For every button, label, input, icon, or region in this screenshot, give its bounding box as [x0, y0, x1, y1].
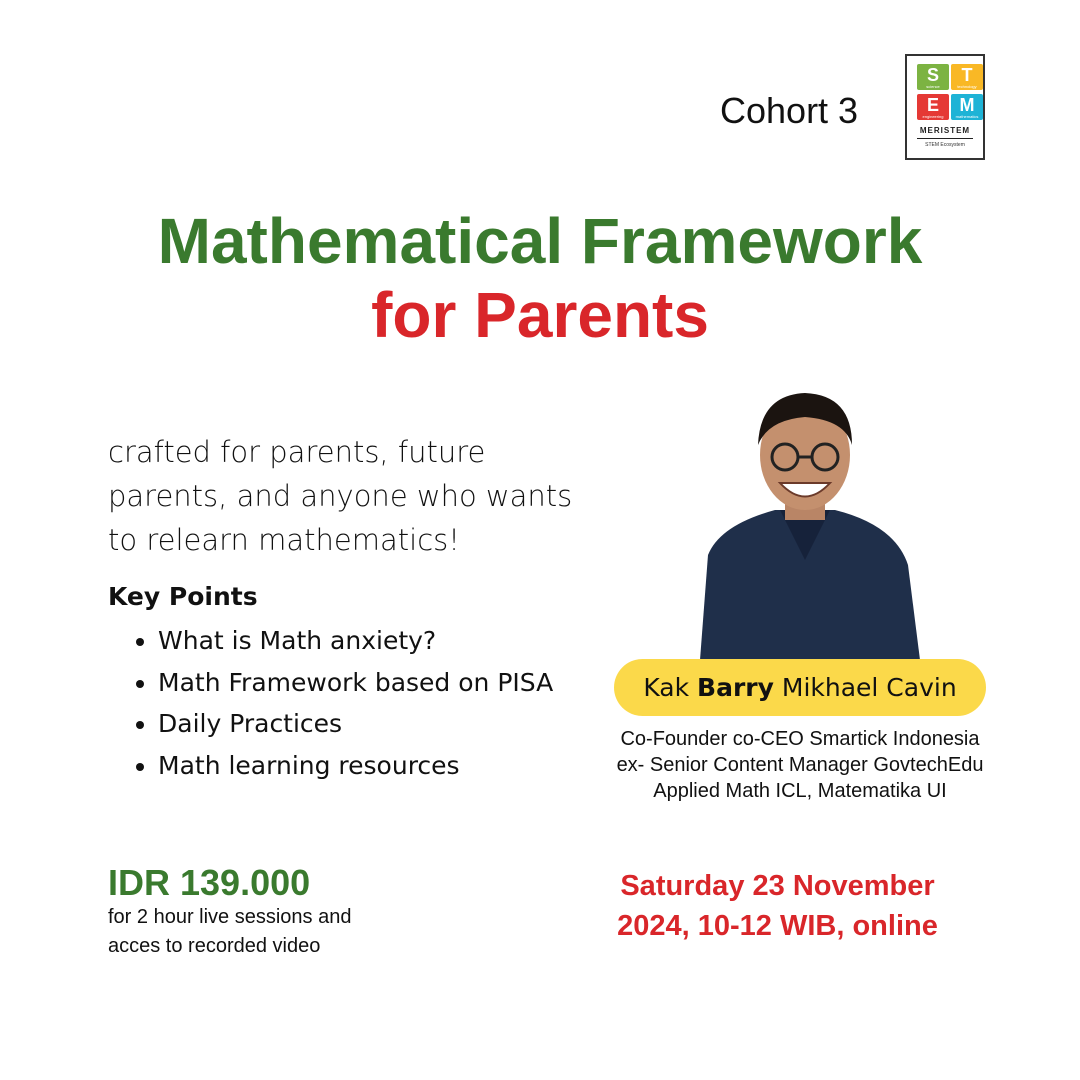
speaker-rest-name: Mikhael Cavin — [781, 673, 957, 702]
credential-line: Applied Math ICL, Matematika UI — [653, 780, 947, 802]
key-points-list — [130, 620, 553, 786]
logo-tile-t: T technology — [951, 64, 983, 90]
price-note — [108, 903, 351, 961]
key-point-item: • Daily Practices — [158, 703, 553, 745]
title-line-1: Mathematical Framework — [157, 205, 923, 277]
price-note-line: for 2 hour live sessions and — [108, 906, 352, 928]
key-point-item: • Math Framework based on PISA — [158, 662, 553, 704]
logo-name: MERISTEM — [919, 126, 971, 135]
price-note-line: acces to recorded video — [108, 935, 321, 957]
speaker-name-pill — [614, 659, 986, 716]
price: IDR 139.000 — [108, 862, 311, 903]
key-point-item: • What is Math anxiety? — [158, 620, 553, 662]
logo-subtitle: STEM Ecosystem — [925, 142, 965, 148]
date-line: 2024, 10-12 WIB, online — [617, 910, 938, 942]
logo-divider — [917, 138, 973, 139]
title-line-2: for Parents — [371, 279, 709, 351]
speaker-first-name: Barry — [697, 673, 774, 702]
date-line: Saturday 23 November — [620, 870, 935, 902]
speaker-photo — [680, 385, 930, 660]
key-points-heading: Key Points — [108, 582, 258, 611]
credential-line: ex- Senior Content Manager GovtechEdu — [616, 754, 984, 776]
logo-tile-s: S science — [917, 64, 949, 90]
meristem-logo — [905, 54, 985, 160]
credential-line: Co-Founder co-CEO Smartick Indonesia — [620, 728, 980, 750]
event-date — [580, 866, 975, 946]
logo-tile-m: M mathematics — [951, 94, 983, 120]
key-point-item: • Math learning resources — [158, 745, 553, 787]
speaker-credentials — [560, 726, 1040, 804]
speaker-prefix: Kak — [643, 673, 690, 702]
logo-tile-e: E engineering — [917, 94, 949, 120]
intro-text: crafted for parents, future parents, and anyone who wants to relearn mathematics! — [108, 435, 573, 557]
cohort-label: Cohort 3 — [720, 90, 859, 131]
